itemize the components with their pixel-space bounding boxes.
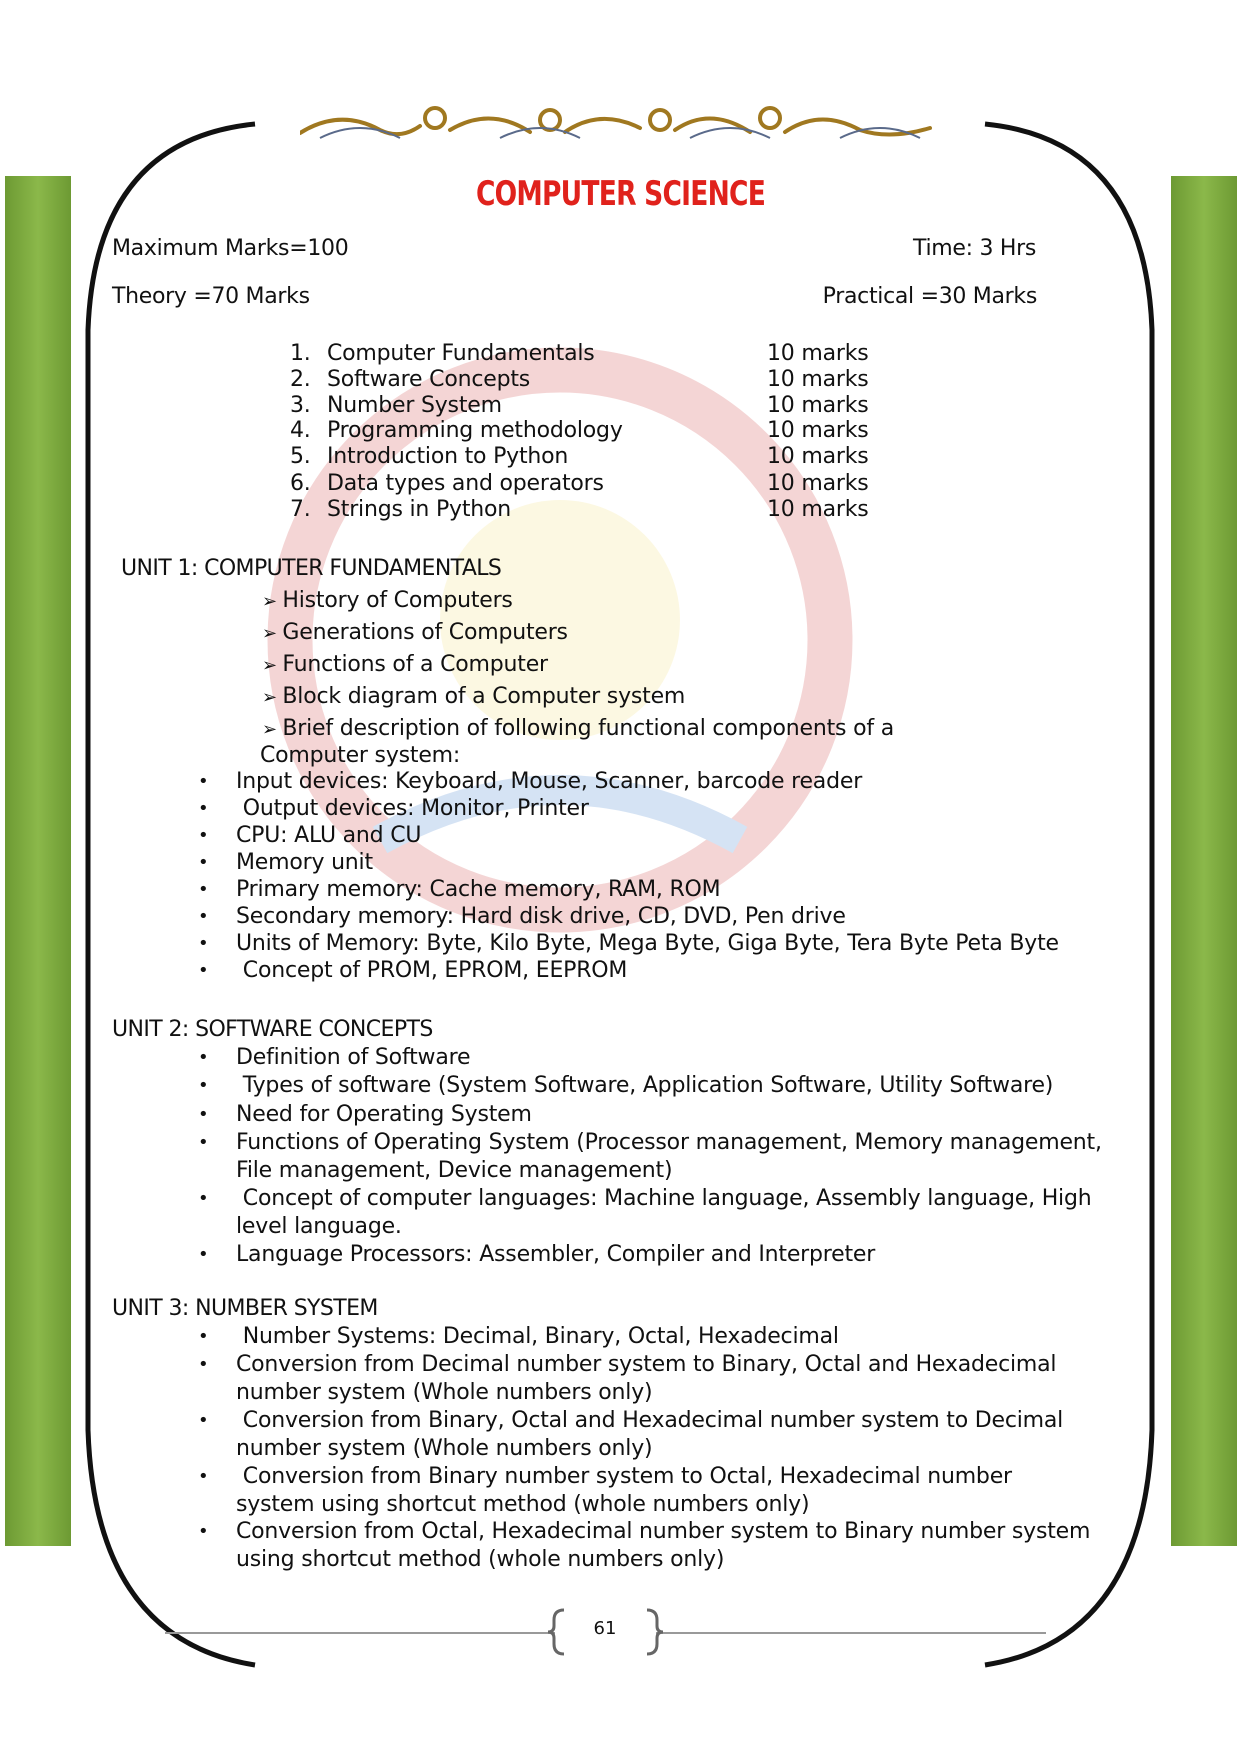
- marks-row-topic: Introduction to Python: [327, 444, 569, 469]
- unit1-arrow-text: Block diagram of a Computer system: [282, 684, 686, 709]
- unit3-bullet-line: Conversion from Binary number system to Octal, Hexadecimal number: [236, 1464, 1012, 1489]
- arrow-bullet-icon: ➢: [262, 687, 283, 708]
- theory-marks: Theory =70 Marks: [112, 284, 310, 309]
- bullet-icon: •: [198, 1410, 209, 1431]
- marks-row-value: 10 marks: [767, 393, 869, 418]
- marks-row-number: 4.: [290, 418, 311, 443]
- unit3-bullet-item: [236, 1323, 1136, 1351]
- marks-row-value: 10 marks: [767, 497, 869, 522]
- bullet-icon: •: [198, 798, 209, 819]
- unit1-arrow-item: [262, 588, 513, 613]
- unit1-arrow-item: [262, 620, 568, 645]
- marks-row-number: 5.: [290, 444, 311, 469]
- unit3-heading: UNIT 3: NUMBER SYSTEM: [112, 1296, 378, 1321]
- unit1-arrow-text: History of Computers: [282, 588, 513, 613]
- unit1-arrow-continuation: Computer system:: [260, 743, 461, 768]
- unit3-bullet-line: Number Systems: Decimal, Binary, Octal, Hexadecimal: [236, 1324, 839, 1349]
- page-title: COMPUTER SCIENCE: [475, 174, 766, 214]
- unit3-bullet-line: number system (Whole numbers only): [236, 1435, 653, 1461]
- unit3-bullet-item: [236, 1351, 1136, 1406]
- marks-row-number: 6.: [290, 471, 311, 496]
- unit1-bullet-item: Output devices: Monitor, Printer: [236, 796, 589, 821]
- unit2-bullet-item: [236, 1185, 1136, 1240]
- unit3-bullet-line: Conversion from Octal, Hexadecimal number system to Binary number system: [236, 1519, 1091, 1544]
- bullet-icon: •: [198, 1466, 209, 1487]
- unit2-bullet-line: File management, Device management): [236, 1157, 673, 1183]
- unit1-bullet-item: Input devices: Keyboard, Mouse, Scanner, barcode reader: [236, 769, 863, 794]
- time-limit: Time: 3 Hrs: [913, 236, 1036, 261]
- unit2-bullet-item: [236, 1044, 1136, 1072]
- max-marks: Maximum Marks=100: [112, 236, 349, 261]
- marks-row-value: 10 marks: [767, 471, 869, 496]
- marks-row-topic: Programming methodology: [327, 418, 623, 443]
- unit2-heading: UNIT 2: SOFTWARE CONCEPTS: [112, 1017, 433, 1042]
- bullet-icon: •: [198, 1188, 209, 1209]
- unit1-bullet-item: Units of Memory: Byte, Kilo Byte, Mega Byte, Giga Byte, Tera Byte Peta Byte: [236, 931, 1059, 956]
- marks-row-number: 3.: [290, 393, 311, 418]
- unit3-bullet-line: Conversion from Binary, Octal and Hexadecimal number system to Decimal: [236, 1408, 1064, 1433]
- unit1-heading: UNIT 1: COMPUTER FUNDAMENTALS: [121, 556, 502, 581]
- page-number: 61: [593, 1618, 617, 1639]
- unit2-bullet-item: [236, 1241, 1136, 1269]
- arrow-bullet-icon: ➢: [262, 655, 283, 676]
- bullet-icon: •: [198, 879, 209, 900]
- unit1-arrow-item: [262, 716, 894, 741]
- marks-row-topic: Software Concepts: [327, 367, 531, 392]
- unit2-bullet-line: Language Processors: Assembler, Compiler and Interpreter: [236, 1242, 876, 1267]
- bullet-icon: •: [198, 1354, 209, 1375]
- unit3-bullet-line: Conversion from Decimal number system to Binary, Octal and Hexadecimal: [236, 1352, 1057, 1377]
- marks-row-value: 10 marks: [767, 444, 869, 469]
- unit3-bullet-item: [236, 1518, 1136, 1573]
- marks-row-topic: Strings in Python: [327, 497, 512, 522]
- unit1-arrow-item: [262, 652, 548, 677]
- unit1-arrow-text: Brief description of following functional components of a: [282, 716, 894, 741]
- marks-row-number: 7.: [290, 497, 311, 522]
- unit3-bullet-line: system using shortcut method (whole numbers only): [236, 1491, 810, 1517]
- arrow-bullet-icon: ➢: [262, 591, 283, 612]
- marks-row-number: 2.: [290, 367, 311, 392]
- unit2-bullet-line: Need for Operating System: [236, 1102, 532, 1127]
- unit3-bullet-line: using shortcut method (whole numbers only): [236, 1546, 725, 1572]
- bullet-icon: •: [198, 906, 209, 927]
- unit2-bullet-item: [236, 1072, 1136, 1100]
- bullet-icon: •: [198, 1132, 209, 1153]
- unit2-bullet-line: Concept of computer languages: Machine language, Assembly language, High: [236, 1186, 1092, 1211]
- bullet-icon: •: [198, 933, 209, 954]
- unit2-bullet-line: Types of software (System Software, Application Software, Utility Software): [236, 1073, 1054, 1098]
- marks-row-value: 10 marks: [767, 367, 869, 392]
- unit1-bullet-item: Concept of PROM, EPROM, EEPROM: [236, 958, 628, 983]
- marks-row-value: 10 marks: [767, 418, 869, 443]
- unit2-bullet-line: level language.: [236, 1213, 402, 1239]
- bullet-icon: •: [198, 825, 209, 846]
- unit1-bullet-item: CPU: ALU and CU: [236, 823, 422, 848]
- arrow-bullet-icon: ➢: [262, 719, 283, 740]
- unit1-bullet-item: Primary memory: Cache memory, RAM, ROM: [236, 877, 721, 902]
- footer-rule-left: [165, 1632, 555, 1634]
- practical-marks: Practical =30 Marks: [822, 284, 1037, 309]
- bullet-icon: •: [198, 771, 209, 792]
- footer-rule-right: [656, 1632, 1046, 1634]
- decorative-ornament: [300, 98, 940, 148]
- unit2-bullet-line: Definition of Software: [236, 1045, 471, 1070]
- unit1-bullet-item: Memory unit: [236, 850, 373, 875]
- marks-row-value: 10 marks: [767, 341, 869, 366]
- unit2-bullet-item: [236, 1101, 1136, 1129]
- arrow-bullet-icon: ➢: [262, 623, 283, 644]
- unit3-bullet-line: number system (Whole numbers only): [236, 1379, 653, 1405]
- unit1-bullet-item: Secondary memory: Hard disk drive, CD, DVD, Pen drive: [236, 904, 846, 929]
- unit3-bullet-item: [236, 1407, 1136, 1462]
- unit2-bullet-line: Functions of Operating System (Processor management, Memory management,: [236, 1130, 1102, 1155]
- bullet-icon: •: [198, 1326, 209, 1347]
- marks-row-number: 1.: [290, 341, 311, 366]
- bullet-icon: •: [198, 1075, 209, 1096]
- unit2-bullet-item: [236, 1129, 1136, 1184]
- unit3-bullet-item: [236, 1463, 1136, 1518]
- bullet-icon: •: [198, 1244, 209, 1265]
- bullet-icon: •: [198, 960, 209, 981]
- marks-row-topic: Computer Fundamentals: [327, 341, 595, 366]
- bullet-icon: •: [198, 1047, 209, 1068]
- unit1-arrow-text: Functions of a Computer: [282, 652, 548, 677]
- bullet-icon: •: [198, 852, 209, 873]
- marks-row-topic: Data types and operators: [327, 471, 604, 496]
- bullet-icon: •: [198, 1521, 209, 1542]
- marks-row-topic: Number System: [327, 393, 502, 418]
- bullet-icon: •: [198, 1104, 209, 1125]
- unit1-arrow-item: [262, 684, 685, 709]
- unit1-arrow-text: Generations of Computers: [282, 620, 568, 645]
